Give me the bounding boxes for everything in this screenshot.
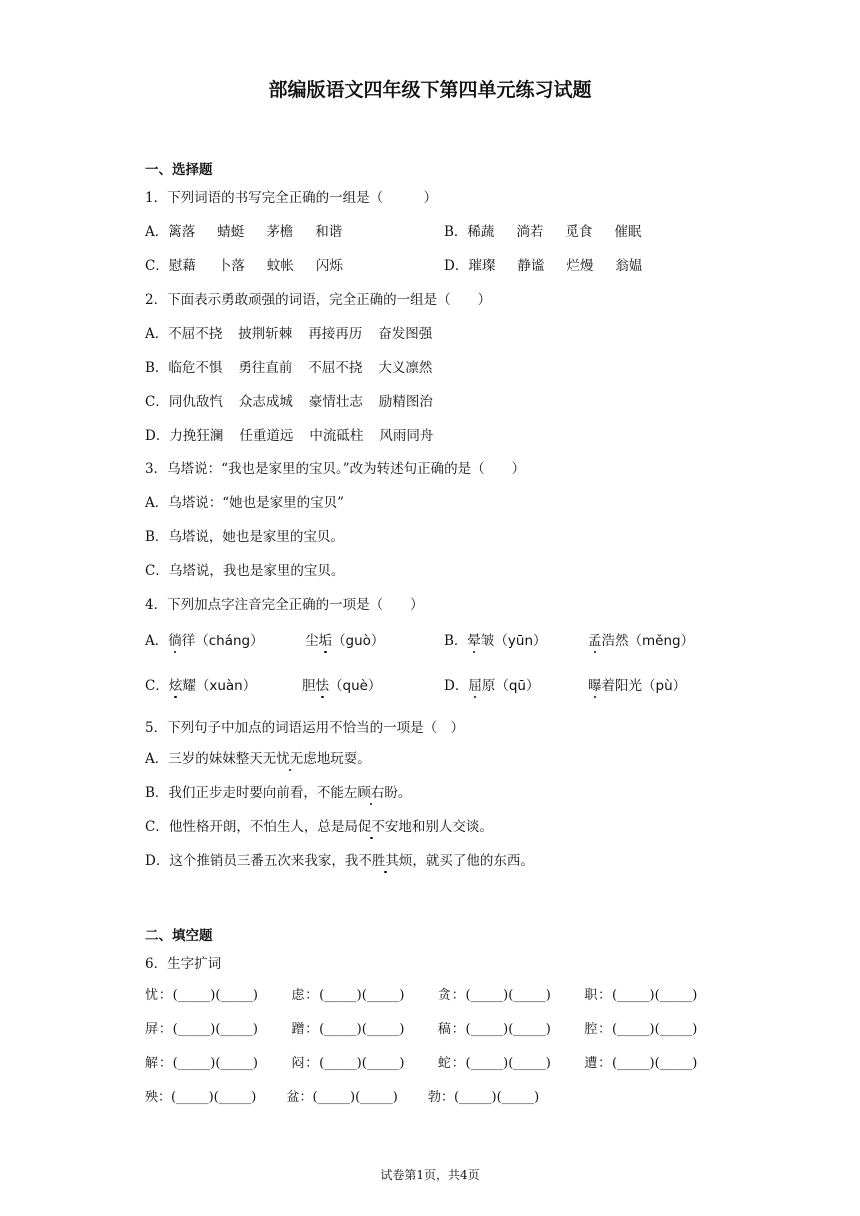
fill-char-label: 蛇： [437, 1056, 466, 1071]
answer-blank[interactable]: (_____) [654, 1056, 698, 1071]
fill-char-label: 腔： [584, 1022, 612, 1037]
fill-char-label: 职： [584, 988, 612, 1003]
answer-blank[interactable]: (_____) [172, 1022, 216, 1037]
answer-blank[interactable]: (_____) [172, 988, 216, 1003]
q4-option-b-2: 孟浩然（měng） [588, 629, 694, 649]
fill-item [438, 1056, 551, 1071]
answer-blank[interactable]: (_____) [319, 988, 362, 1003]
q1-option-c: C．慰藉 卜落 蚊帐 闪烁 [145, 258, 343, 274]
answer-blank[interactable]: (_____) [453, 1090, 497, 1105]
q2-option-c: C．同仇敌忾 众志成城 豪情壮志 励精图治 [145, 394, 433, 410]
q4-option-b-1: B．晕皱（yūn） [444, 629, 547, 649]
q4-option-d-1: D．屈原（qū） [444, 674, 539, 694]
fill-item [428, 1090, 539, 1105]
answer-blank[interactable]: (_____) [215, 1022, 258, 1037]
answer-blank[interactable]: (_____) [215, 988, 258, 1003]
fill-item [286, 1090, 397, 1105]
q4-option-c-1: C．炫耀（xuàn） [145, 674, 256, 694]
fill-char-label: 闷： [291, 1056, 320, 1071]
answer-blank[interactable]: (_____) [611, 1056, 655, 1071]
q2-option-a: A．不屈不挠 披荆斩棘 再接再历 奋发图强 [145, 326, 433, 342]
question-3: 3．乌塔说：“我也是家里的宝贝。”改为转述句正确的是（ ） [145, 461, 526, 477]
q5-option-a: A．三岁的妹妹整天无忧无虑地玩耍。 [145, 747, 371, 767]
answer-blank[interactable]: (_____) [654, 1022, 698, 1037]
answer-blank[interactable]: (_____) [508, 1056, 551, 1071]
q2-option-b: B．临危不惧 勇往直前 不屈不挠 大义凛然 [145, 360, 433, 376]
fill-char-label: 虑： [291, 988, 320, 1003]
answer-blank[interactable]: (_____) [654, 988, 698, 1003]
answer-blank[interactable]: (_____) [508, 988, 551, 1003]
fill-char-label: 解： [145, 1056, 173, 1071]
fill-char-label: 遭： [584, 1056, 612, 1071]
fill-char-label: 稿： [437, 1022, 466, 1037]
page-title: 部编版语文四年级下第四单元练习试题 [268, 79, 592, 101]
q3-option-a: A．乌塔说：“她也是家里的宝贝” [145, 495, 345, 511]
fill-item [291, 988, 404, 1003]
answer-blank[interactable]: (_____) [312, 1090, 356, 1105]
fill-item [145, 1090, 256, 1105]
answer-blank[interactable]: (_____) [355, 1090, 398, 1105]
fill-char-label: 屏： [145, 1022, 173, 1037]
fill-item [584, 1022, 697, 1037]
fill-item [584, 1056, 697, 1071]
fill-char-label: 盆： [286, 1090, 313, 1105]
fill-item [145, 1022, 258, 1037]
fill-char-label: 贪： [437, 988, 466, 1003]
answer-blank[interactable]: (_____) [319, 1056, 362, 1071]
answer-blank[interactable]: (_____) [319, 1022, 362, 1037]
answer-blank[interactable]: (_____) [496, 1090, 540, 1105]
q4-option-c-2: 胆怯（què） [302, 674, 381, 694]
q4-option-a-2: 尘垢（guò） [305, 629, 384, 649]
section-heading-fill: 二、填空题 [145, 928, 213, 944]
q1-option-a: A．篱落 蜻蜓 茅檐 和谐 [145, 224, 343, 240]
answer-blank[interactable]: (_____) [172, 1056, 216, 1071]
answer-blank[interactable]: (_____) [361, 1056, 405, 1071]
question-4: 4．下列加点字注音完全正确的一项是（ ） [145, 597, 424, 613]
page-footer: 试卷第1页，共4页 [380, 1168, 480, 1182]
answer-blank[interactable]: (_____) [508, 1022, 551, 1037]
q5-option-b: B．我们正步走时要向前看，不能左顾右盼。 [145, 781, 411, 801]
answer-blank[interactable]: (_____) [171, 1090, 214, 1105]
fill-item [145, 1056, 258, 1071]
fill-item [438, 988, 551, 1003]
answer-blank[interactable]: (_____) [361, 1022, 405, 1037]
q5-option-c: C．他性格开朗，不怕生人，总是局促不安地和别人交谈。 [145, 815, 493, 835]
answer-blank[interactable]: (_____) [465, 1056, 509, 1071]
q1-option-d: D．璀璨 静谧 烂熳 翁媪 [444, 258, 643, 274]
fill-char-label: 蹭： [291, 1022, 320, 1037]
question-2: 2．下面表示勇敢顽强的词语，完全正确的一组是（ ） [145, 292, 492, 308]
answer-blank[interactable]: (_____) [215, 1056, 258, 1071]
q4-option-d-2: 曝着阳光（pù） [588, 674, 686, 694]
q3-option-c: C．乌塔说，我也是家里的宝贝。 [145, 563, 345, 579]
answer-blank[interactable]: (_____) [465, 1022, 509, 1037]
question-5: 5．下列句子中加点的词语运用不恰当的一项是（ ） [145, 720, 465, 736]
answer-blank[interactable]: (_____) [611, 988, 655, 1003]
question-6: 6．生字扩词 [145, 956, 222, 972]
answer-blank[interactable]: (_____) [611, 1022, 655, 1037]
section-heading-choice: 一、选择题 [145, 162, 213, 178]
fill-char-label: 殃： [145, 1090, 172, 1105]
answer-blank[interactable]: (_____) [361, 988, 405, 1003]
question-1: 1．下列词语的书写完全正确的一组是（ ） [145, 190, 438, 206]
fill-item [291, 1022, 404, 1037]
q4-option-a-1: A．徜徉（cháng） [145, 629, 264, 649]
q5-option-d: D．这个推销员三番五次来我家，我不胜其烦，就买了他的东西。 [145, 849, 534, 869]
q3-option-b: B．乌塔说，她也是家里的宝贝。 [145, 529, 344, 545]
q2-option-d: D．力挽狂澜 任重道远 中流砥柱 风雨同舟 [145, 428, 434, 444]
q6-fill-blanks [145, 979, 725, 1115]
fill-item [438, 1022, 551, 1037]
q1-option-b: B．稀蔬 淌若 觅食 催眠 [444, 224, 642, 240]
fill-item [145, 988, 258, 1003]
fill-char-label: 忧： [145, 988, 173, 1003]
answer-blank[interactable]: (_____) [213, 1090, 257, 1105]
answer-blank[interactable]: (_____) [465, 988, 509, 1003]
fill-item [291, 1056, 404, 1071]
fill-item [584, 988, 697, 1003]
fill-char-label: 勃： [427, 1090, 454, 1105]
